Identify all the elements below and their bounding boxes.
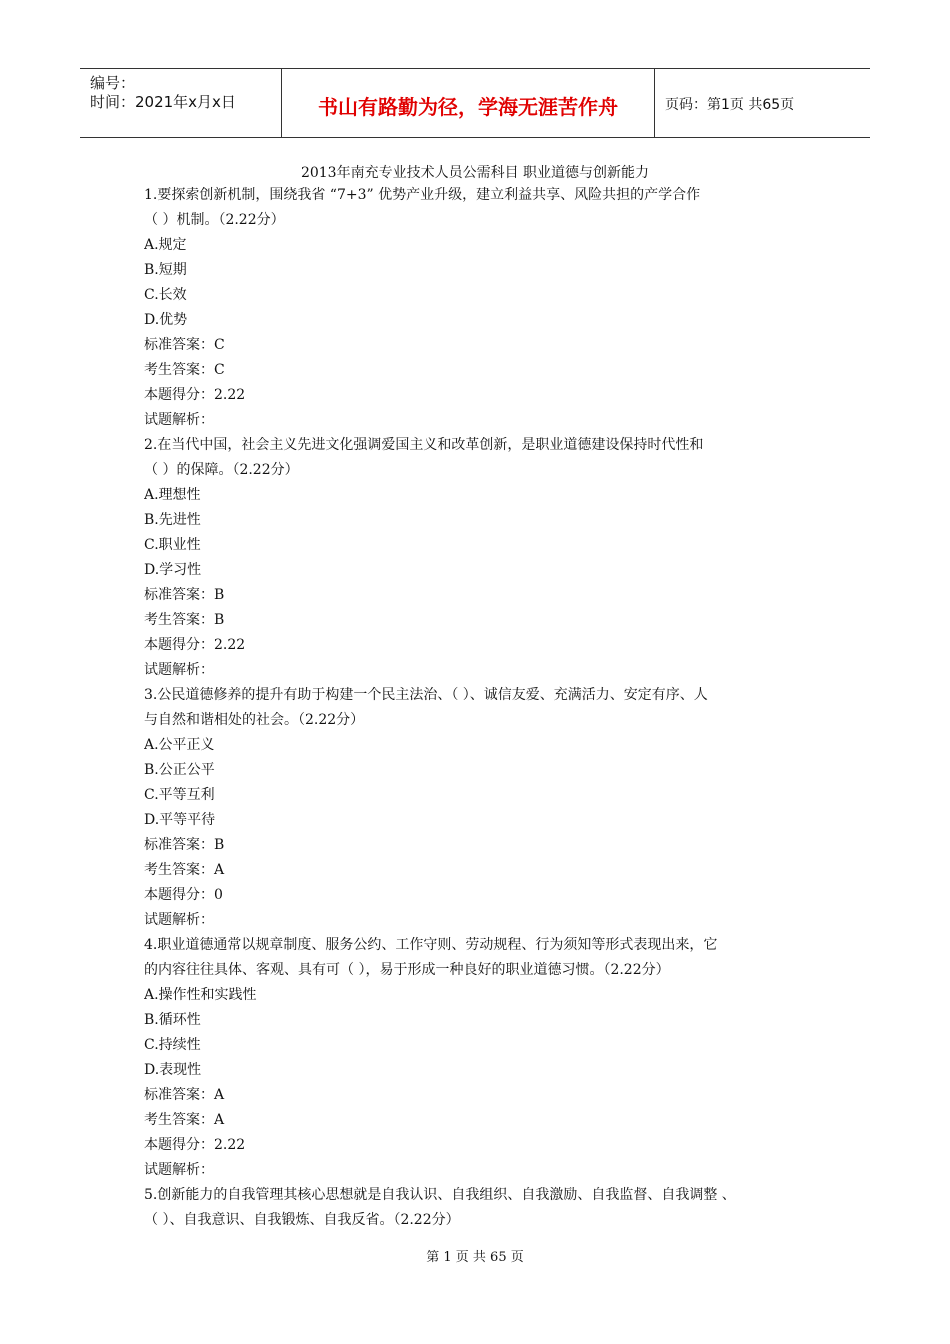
question-stem-line: （ ）、自我意识、自我锻炼、自我反省。（2.22分）: [144, 1212, 460, 1228]
question-stem-line: 的内容往往具体、客观、具有可（ ），易于形成一种良好的职业道德习惯。（2.22分）: [144, 962, 670, 978]
question-stem-line: 与自然和谐相处的社会。（2.22分）: [144, 712, 365, 728]
answer-option: A.公平正义: [144, 737, 215, 753]
time-label: 时间：2021年x月x日: [90, 93, 236, 111]
motto: 书山有路勤为径，学海无涯苦作舟: [318, 95, 618, 119]
question-stem-line: 5.创新能力的自我管理其核心思想就是自我认识、自我组织、自我激励、自我监督、自我调整 、: [144, 1187, 736, 1203]
answer-option: C.平等互利: [144, 787, 215, 803]
answer-option: A.操作性和实践性: [144, 987, 257, 1003]
question-stem-line: （ ）机制。（2.22分）: [144, 212, 285, 228]
question-analysis: 试题解析：: [144, 912, 214, 928]
answer-option: D.优势: [144, 312, 188, 328]
answer-option: B.先进性: [144, 512, 201, 528]
standard-answer: 标准答案：A: [144, 1087, 225, 1103]
answer-option: D.学习性: [144, 562, 202, 578]
standard-answer: 标准答案：C: [144, 337, 225, 353]
header-motto-cell: [282, 69, 655, 137]
question-block: [144, 683, 824, 933]
standard-answer: 标准答案：B: [144, 587, 225, 603]
header-meta-cell: [80, 69, 282, 137]
question-block: [144, 433, 824, 683]
question-score: 本题得分：2.22: [144, 1137, 246, 1153]
question-analysis: 试题解析：: [144, 412, 214, 428]
student-answer: 考生答案：B: [144, 612, 225, 628]
answer-option: B.公正公平: [144, 762, 215, 778]
question-stem-line: （ ）的保障。（2.22分）: [144, 462, 299, 478]
page-info: 页码：第1页 共65页: [665, 97, 795, 113]
header-page-cell: [655, 69, 870, 137]
answer-option: A.规定: [144, 237, 187, 253]
answer-option: B.短期: [144, 262, 187, 278]
answer-option: A.理想性: [144, 487, 201, 503]
question-block: [144, 1183, 824, 1233]
question-analysis: 试题解析：: [144, 1162, 214, 1178]
document-header: [80, 68, 870, 138]
question-block: [144, 183, 824, 433]
question-analysis: 试题解析：: [144, 662, 214, 678]
answer-option: B.循环性: [144, 1012, 201, 1028]
question-stem-line: 3.公民道德修养的提升有助于构建一个民主法治、（ ）、诚信友爱、充满活力、安定有序、人: [144, 687, 708, 703]
page-footer: 第 1 页 共 65 页: [426, 1250, 524, 1265]
answer-option: C.长效: [144, 287, 187, 303]
standard-answer: 标准答案：B: [144, 837, 225, 853]
student-answer: 考生答案：A: [144, 1112, 225, 1128]
answer-option: D.表现性: [144, 1062, 202, 1078]
question-score: 本题得分：2.22: [144, 637, 246, 653]
question-score: 本题得分：0: [144, 887, 223, 903]
question-block: [144, 933, 824, 1183]
answer-option: C.持续性: [144, 1037, 201, 1053]
question-stem-line: 1.要探索创新机制，围绕我省 “7+3” 优势产业升级，建立利益共享、风险共担的产学合作: [144, 187, 701, 203]
document-title: 2013年南充专业技术人员公需科目 职业道德与创新能力: [300, 165, 650, 181]
question-list: [144, 183, 824, 1233]
student-answer: 考生答案：A: [144, 862, 225, 878]
question-stem-line: 4.职业道德通常以规章制度、服务公约、工作守则、劳动规程、行为须知等形式表现出来，它: [144, 937, 718, 953]
question-stem-line: 2.在当代中国，社会主义先进文化强调爱国主义和改革创新，是职业道德建设保持时代性和: [144, 437, 704, 453]
number-label: 编号：: [90, 74, 136, 92]
answer-option: D.平等平待: [144, 812, 216, 828]
question-score: 本题得分：2.22: [144, 387, 246, 403]
answer-option: C.职业性: [144, 537, 201, 553]
student-answer: 考生答案：C: [144, 362, 225, 378]
